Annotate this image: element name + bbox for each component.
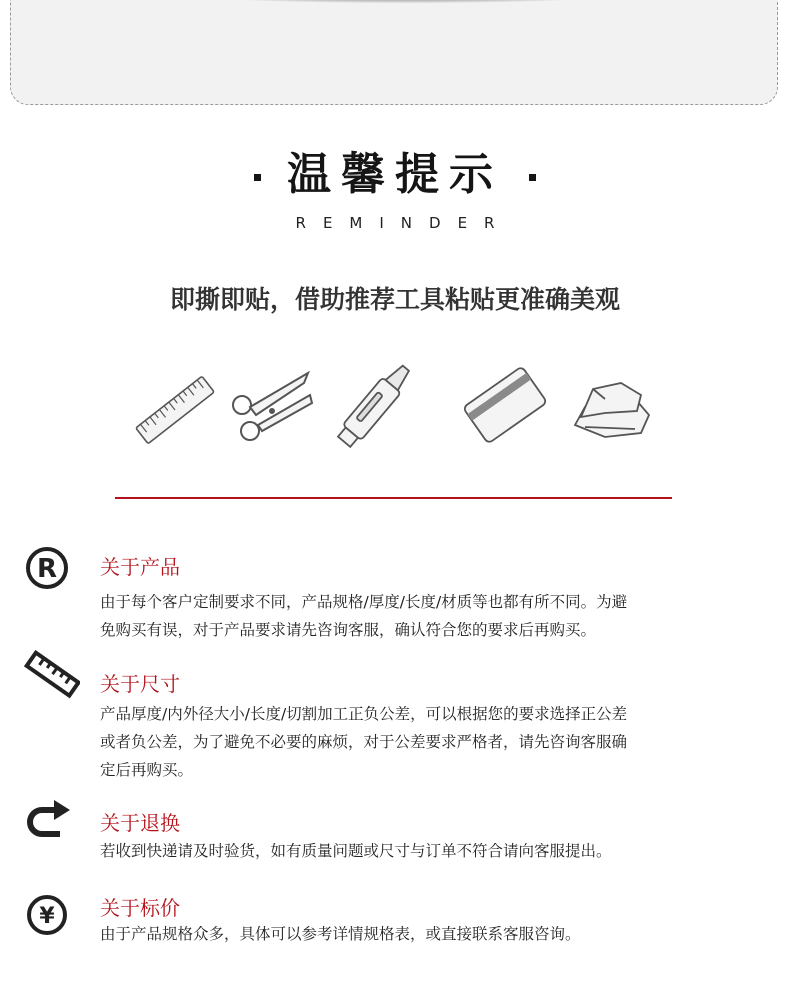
scissors-icon (220, 355, 320, 455)
return-arrow-icon (24, 800, 72, 840)
section-body (100, 700, 760, 784)
tagline: 即撕即贴，借助推荐工具粘贴更准确美观 (169, 285, 620, 314)
tools-row (115, 355, 675, 455)
section-line: 定后再购买。 (100, 761, 194, 779)
title-dot-right (529, 174, 536, 181)
page-title (0, 138, 790, 202)
divider-line (115, 497, 672, 499)
title-text: 温馨提示 (287, 149, 503, 200)
ruler-icon (125, 355, 225, 455)
card-icon (455, 355, 555, 455)
page-subtitle: REMINDER (295, 214, 512, 232)
yen-icon (24, 892, 70, 938)
cloth-icon (565, 355, 665, 455)
section-body (100, 920, 760, 948)
top-image-frame (10, 0, 778, 105)
product-shadow (201, 0, 611, 3)
section-body (100, 837, 760, 865)
svg-text:R: R (36, 554, 58, 584)
section-line: 或者负公差，为了避免不必要的麻烦，对于公差要求严格者，请先咨询客服确 (100, 733, 628, 751)
section-line: 由于产品规格众多，具体可以参考详情规格表，或直接联系客服咨询。 (100, 925, 581, 943)
section-title: 关于标价 (100, 896, 180, 920)
section-line: 若收到快递请及时验货，如有质量问题或尺寸与订单不符合请向客服提出。 (100, 842, 612, 860)
utility-knife-icon (325, 355, 425, 455)
svg-text:¥: ¥ (39, 904, 55, 929)
section-title: 关于产品 (100, 555, 180, 579)
ruler-icon (24, 650, 80, 700)
section-line: 免购买有误，对于产品要求请先咨询客服，确认符合您的要求后再购买。 (100, 621, 597, 639)
section-line: 由于每个客户定制要求不同，产品规格/厚度/长度/材质等也都有所不同。为避 (100, 593, 628, 611)
registered-icon (24, 545, 70, 591)
section-line: 产品厚度/内外径大小/长度/切割加工正负公差，可以根据您的要求选择正公差 (100, 705, 628, 723)
title-dot-left (254, 174, 261, 181)
section-body (100, 588, 760, 644)
section-title: 关于尺寸 (100, 672, 180, 696)
section-title: 关于退换 (100, 811, 180, 835)
